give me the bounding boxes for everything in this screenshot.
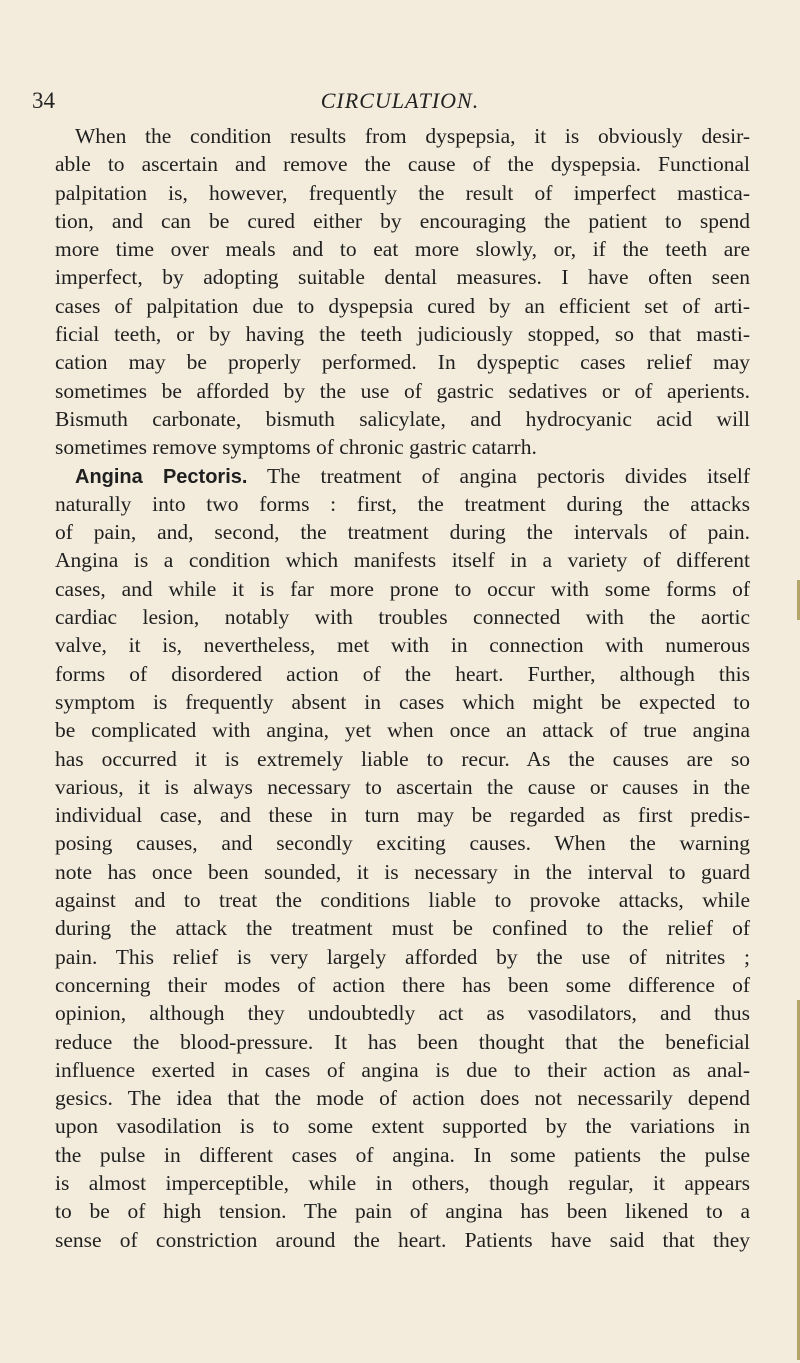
page-header — [32, 88, 768, 118]
text-line: posing causes, and secondly exciting causes. When the warning — [55, 831, 750, 856]
text-line: pain. This relief is very largely afforded by the use of nitrites ; — [55, 944, 750, 969]
text-line: reduce the blood-pressure. It has been thought that the beneficial — [55, 1029, 750, 1054]
running-head: CIRCULATION. — [320, 88, 480, 113]
text-line: influence exerted in cases of angina is due to their action as anal- — [55, 1057, 750, 1082]
body-text — [55, 122, 750, 1254]
text-line: gesics. The idea that the mode of action does not necessarily depend — [55, 1086, 750, 1111]
text-line: the pulse in different cases of angina. In some patients the pulse — [55, 1142, 750, 1167]
text-line: When the condition results from dyspepsia, it is obviously desir- — [75, 124, 750, 148]
text-line: note has once been sounded, it is necessary in the interval to guard — [55, 859, 750, 884]
section-heading-continuation: The treatment of angina pectoris divides itself — [247, 463, 751, 488]
text-line: sometimes remove symptoms of chronic gastric catarrh. — [55, 435, 537, 460]
paragraph-angina-pectoris — [55, 462, 750, 1254]
text-line: to be of high tension. The pain of angina has been likened to a — [55, 1199, 750, 1224]
text-line: imperfect, by adopting suitable dental measures. I have often seen — [55, 265, 750, 290]
text-line: able to ascertain and remove the cause of the dyspepsia. Functional — [55, 152, 750, 177]
text-line: valve, it is, nevertheless, met with in connection with numerous — [55, 633, 750, 658]
text-line: naturally into two forms : first, the treatment during the attacks — [55, 491, 750, 516]
text-line: be complicated with angina, yet when once an attack of true angina — [55, 718, 750, 743]
text-line: various, it is always necessary to ascertain the cause or causes in the — [55, 774, 750, 799]
text-line: sense of constriction around the heart. Patients have said that they — [55, 1227, 750, 1252]
paragraph-dyspepsia — [55, 122, 750, 462]
text-line: Bismuth carbonate, bismuth salicylate, and hydrocyanic acid will — [55, 406, 750, 431]
text-line: individual case, and these in turn may be regarded as first predis- — [55, 803, 750, 828]
text-line: more time over meals and to eat more slowly, or, if the teeth are — [55, 237, 750, 262]
text-line: ficial teeth, or by having the teeth judiciously stopped, so that masti- — [55, 322, 750, 347]
text-line: forms of disordered action of the heart. Further, although this — [55, 661, 750, 686]
text-line: symptom is frequently absent in cases which might be expected to — [55, 689, 750, 714]
text-line: of pain, and, second, the treatment during the intervals of pain. — [55, 520, 750, 545]
text-line: during the attack the treatment must be confined to the relief of — [55, 916, 750, 941]
text-line: cases, and while it is far more prone to occur with some forms of — [55, 576, 750, 601]
section-heading: Angina Pectoris. — [75, 465, 248, 488]
text-line: palpitation is, however, frequently the result of imperfect mastica- — [55, 180, 750, 205]
text-line: cation may be properly performed. In dyspeptic cases relief may — [55, 350, 750, 375]
text-line: sometimes be afforded by the use of gastric sedatives or of aperients. — [55, 378, 750, 403]
text-line: is almost imperceptible, while in others, though regular, it appears — [55, 1170, 750, 1195]
text-line — [55, 462, 750, 490]
page-number: 34 — [32, 88, 55, 113]
text-line: has occurred it is extremely liable to recur. As the causes are so — [55, 746, 750, 771]
text-line: concerning their modes of action there has been some difference of — [55, 972, 750, 997]
text-line: Angina is a condition which manifests itself in a variety of different — [55, 548, 750, 573]
text-line: cases of palpitation due to dyspepsia cured by an efficient set of arti- — [55, 293, 750, 318]
text-line: cardiac lesion, notably with troubles connected with the aortic — [55, 605, 750, 630]
text-line: tion, and can be cured either by encouraging the patient to spend — [55, 208, 750, 233]
text-line: against and to treat the conditions liable to provoke attacks, while — [55, 888, 750, 913]
text-line: opinion, although they undoubtedly act as vasodilators, and thus — [55, 1001, 750, 1026]
text-line: upon vasodilation is to some extent supported by the variations in — [55, 1114, 750, 1139]
